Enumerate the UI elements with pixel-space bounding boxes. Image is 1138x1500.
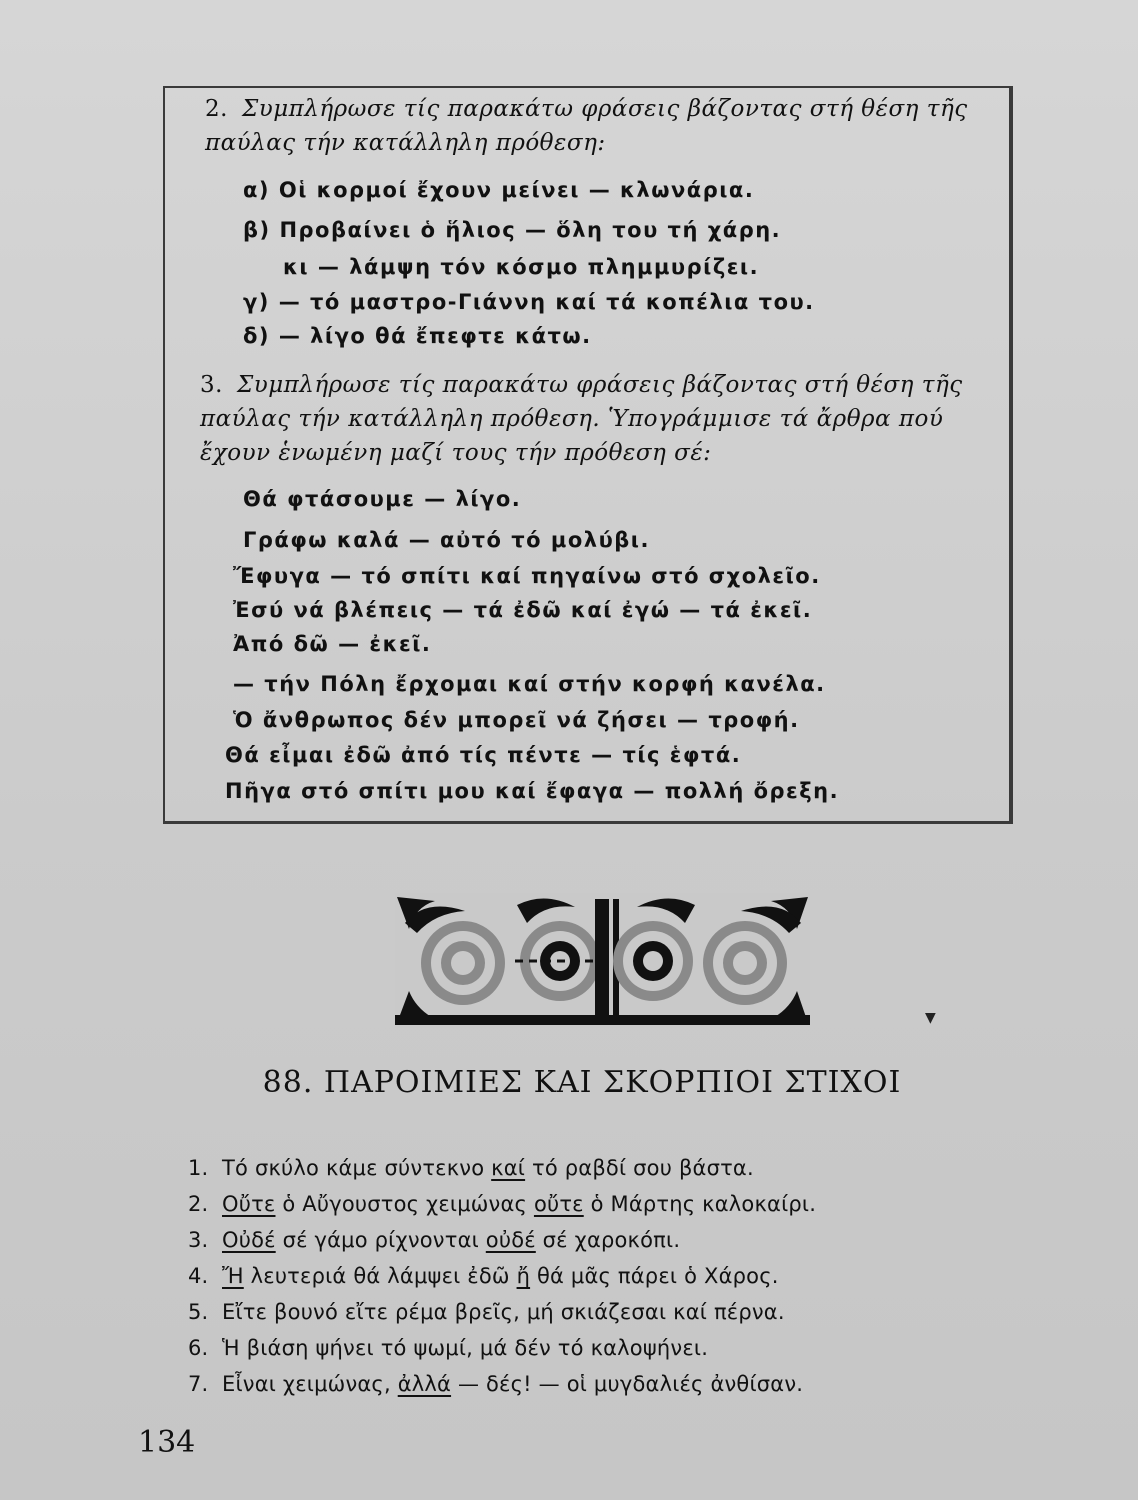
decorative-ornament [395, 893, 810, 1028]
proverb-number: 5. [188, 1300, 209, 1324]
proverb-text: Εἴτε βουνό εἴτε ρέμα βρεῖς, μή σκιάζεσαι καί πέρνα. [222, 1300, 785, 1324]
section-title: 88. ΠΑΡΟΙΜΙΕΣ ΚΑΙ ΣΚΟΡΠΙΟΙ ΣΤΙΧΟΙ [262, 1065, 902, 1100]
exercise-3-text: Συμπλήρωσε τίς παρακάτω φράσεις βάζοντας στή θέση τῆς παύλας τήν κατάλληλη πρόθεση. Ὑπογράμμισε τά ἄρθρα πού ἔχουν ἑνωμένη μαζί τους τήν πρόθεση σέ: [200, 372, 963, 466]
underlined-word: Ἤ [222, 1264, 244, 1288]
proverb-number: 7. [188, 1372, 209, 1396]
exercise-2-line: β) Προβαίνει ὁ ἥλιος — ὅλη του τή χάρη. [243, 218, 782, 242]
proverb-text: σέ χαροκόπι. [535, 1228, 681, 1252]
exercise-3-line: Γράφω καλά — αὐτό τό μολύβι. [243, 528, 650, 552]
proverb-number: 6. [188, 1336, 209, 1360]
proverb-text: σέ γάμο ρίχνονται [275, 1228, 486, 1252]
proverb-line [188, 1222, 948, 1258]
proverb-text: ὁ Αὔγουστος χειμώνας [275, 1192, 534, 1216]
proverb-number: 3. [188, 1228, 209, 1252]
proverb-line [188, 1366, 948, 1402]
proverb-text: τό ραβδί σου βάστα. [525, 1156, 754, 1180]
exercise-3-line: Ἀπό δῶ — ἐκεῖ. [233, 632, 432, 656]
exercise-2-line: α) Οἱ κορμοί ἔχουν μείνει — κλωνάρια. [243, 178, 755, 202]
proverb-number: 4. [188, 1264, 209, 1288]
underlined-word: ἤ [516, 1264, 531, 1288]
proverb-number: 1. [188, 1156, 209, 1180]
proverb-line [188, 1186, 948, 1222]
proverbs-list [188, 1150, 948, 1402]
exercise-2-instruction [205, 92, 1000, 160]
proverb-line [188, 1150, 948, 1186]
proverb-line [188, 1258, 948, 1294]
exercise-3-line: Ἐσύ νά βλέπεις — τά ἐδῶ καί ἐγώ — τά ἐκεῖ. [233, 598, 813, 622]
exercise-3-number: 3. [200, 372, 223, 398]
underlined-word: ἀλλά [397, 1372, 452, 1396]
proverb-line [188, 1330, 948, 1366]
proverb-text: λευτεριά θά λάμψει ἐδῶ [243, 1264, 517, 1288]
exercise-3-line: Πῆγα στό σπίτι μου καί ἔφαγα — πολλή ὄρεξη. [225, 779, 840, 803]
exercise-2-line: γ) — τό μαστρο-Γιάννη καί τά κοπέλια του. [243, 290, 815, 314]
proverb-line [188, 1294, 948, 1330]
proverb-text: Εἶναι χειμώνας, [222, 1372, 398, 1396]
exercise-3-line: Θά φτάσουμε — λίγο. [243, 487, 522, 511]
exercise-3-instruction [200, 368, 1000, 470]
decorative-triangle-icon: ▼ [925, 1010, 936, 1026]
proverb-text: ὁ Μάρτης καλοκαίρι. [583, 1192, 817, 1216]
underlined-word: Οὔτε [222, 1192, 276, 1216]
exercise-2-line: δ) — λίγο θά ἔπεφτε κάτω. [243, 324, 592, 348]
exercise-2-line: κι — λάμψη τόν κόσμο πλημμυρίζει. [283, 255, 760, 279]
exercise-3-line: Θά εἶμαι ἐδῶ ἀπό τίς πέντε — τίς ἑφτά. [225, 743, 742, 767]
underlined-word: οὔτε [533, 1192, 584, 1216]
proverb-text: θά μᾶς πάρει ὁ Χάρος. [530, 1264, 779, 1288]
exercise-3-line: — τήν Πόλη ἔρχομαι καί στήν κορφή κανέλα. [233, 672, 826, 696]
underlined-word: καί [491, 1156, 526, 1180]
proverb-number: 2. [188, 1192, 209, 1216]
exercise-3-line: Ὁ ἄνθρωπος δέν μπορεῖ νά ζήσει — τροφή. [233, 708, 800, 732]
underlined-word: οὐδέ [485, 1228, 536, 1252]
proverb-text: Ἡ βιάση ψήνει τό ψωμί, μά δέν τό καλοψήνει. [222, 1336, 709, 1360]
underlined-word: Οὐδέ [222, 1228, 276, 1252]
page-number: 134 [138, 1425, 196, 1460]
exercise-3-line: Ἔφυγα — τό σπίτι καί πηγαίνω στό σχολεῖο. [233, 564, 821, 588]
exercise-2-text: Συμπλήρωσε τίς παρακάτω φράσεις βάζοντας στή θέση τῆς παύλας τήν κατάλληλη πρόθεση: [205, 96, 968, 156]
exercise-2-number: 2. [205, 96, 228, 122]
proverb-text: Τό σκύλο κάμε σύντεκνο [222, 1156, 492, 1180]
proverb-text: — δές! — οἱ μυγδαλιές ἀνθίσαν. [451, 1372, 804, 1396]
